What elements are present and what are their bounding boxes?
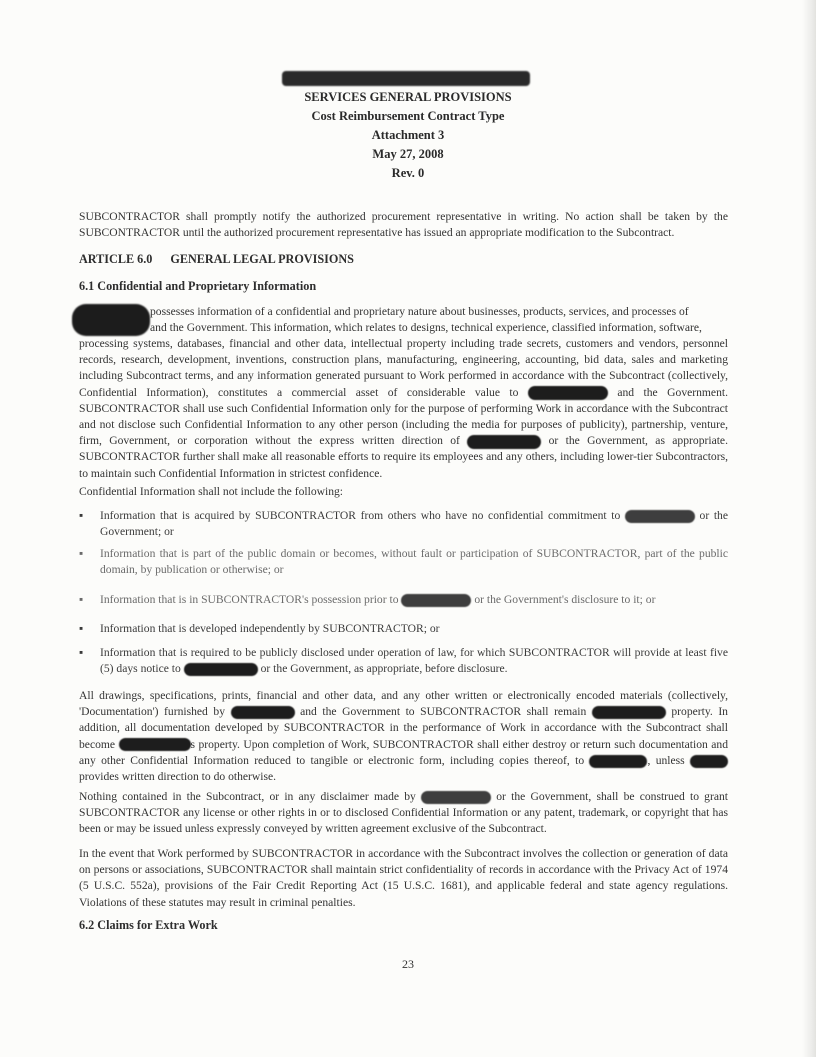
privacy-paragraph: In the event that Work performed by SUBCONTRACTOR in accordance with the Subcontract involves the collection or generation of data on persons or associations, SUBCONTRACTOR shall maintain strict confidentiality of records in accordance with the Privacy Act of 1974 (5 U.S.C. 552a), provisions of the Fair Credit Reporting Act (15 U.S.C. 1681), and applicable federal and state agency regulations. Violations of these statutes may result in criminal penalties. <box>79 847 728 909</box>
redaction-block <box>72 304 150 336</box>
header-redaction <box>282 71 530 86</box>
paragraph-text: property. In addition, all documentation developed by SUBCONTRACTOR in the performance of Work in accordance with the Subcontract shall become <box>79 705 728 751</box>
redaction-block <box>231 706 295 719</box>
bullet-icon: ▪ <box>79 593 84 606</box>
redaction-block <box>589 755 647 768</box>
header-attachment: Attachment 3 <box>371 128 445 142</box>
bullet-icon: ▪ <box>79 509 84 522</box>
paragraph-text: and the Government. SUBCONTRACTOR shall use such Confidential Information only for the purpose of performing Work in accordance with the Subcontract and not disclose such Confidential Information to any other person (including the media for purposes of publicity), partnership, venture, firm, Government, or corporation without the express written direction of <box>79 385 728 448</box>
list-item <box>79 645 728 677</box>
paragraph-text: All drawings, specifications, prints, financial and other data, and any other written or electronically encoded materials (collectively, 'Documentation') furnished by <box>79 689 728 719</box>
header-subtitle: Cost Reimbursement Contract Type <box>311 109 505 123</box>
list-item-text: or the Government, as appropriate, before disclosure. <box>260 662 508 676</box>
paragraph-text: provides written direction to do otherwise. <box>79 770 277 784</box>
redaction-block <box>625 510 695 523</box>
paragraph-text: , unless <box>647 753 685 767</box>
list-item-text: or the Government's disclosure to it; or <box>474 593 656 606</box>
redaction-block <box>690 755 728 768</box>
header-revision: Rev. 0 <box>391 166 425 180</box>
disclaimer-paragraph <box>79 789 728 838</box>
list-item-text: Information that is acquired by SUBCONTRACTOR from others who have no confidential commitment to <box>100 509 621 522</box>
bullet-icon: ▪ <box>79 547 84 560</box>
exclusions-intro: Confidential Information shall not include the following: <box>79 485 344 498</box>
redaction-block <box>184 663 258 676</box>
document-header <box>0 88 816 183</box>
page-number: 23 <box>402 957 414 971</box>
confidential-paragraph <box>79 336 728 482</box>
paragraph-text: processing systems, databases, financial and other data, intellectual property including trade secrets, customers and vendors, personnel records, research, development, inventions, construction plans, manufacturing, engineering, accounting, bid data, sales and marketing including Subcontract terms, and any information generated pursuant to Work performed in accordance with the Subcontract (collectively, Confidential Information), constitutes a commercial asset of considerable value to <box>79 337 728 399</box>
redaction-block <box>119 738 191 751</box>
paragraph-text: or the Government, shall be construed to grant SUBCONTRACTOR any license or other rights in or to disclosed Confidential Information or any patent, trademark, or copyright that has been or may be issued unless expressly conveyed by written agreement exclusive of the Subcontract. <box>79 790 729 836</box>
paragraph-text: s property. Upon completion of Work, SUBCONTRACTOR shall either destroy or return such documentation and any other Confidential Information reduced to tangible or electronic form, including copies thereof, to <box>79 737 728 767</box>
paragraph-line <box>150 304 728 336</box>
bullet-icon: ▪ <box>79 622 84 635</box>
header-date: May 27, 2008 <box>372 147 444 161</box>
article-title: GENERAL LEGAL PROVISIONS <box>170 252 354 266</box>
list-item <box>79 621 728 637</box>
redaction-block <box>421 791 491 804</box>
list-item-text: Information that is developed independently by SUBCONTRACTOR; or <box>100 622 440 635</box>
list-item-text: or the Government; or <box>100 509 728 539</box>
list-item <box>79 508 728 540</box>
redaction-block <box>467 435 541 449</box>
paragraph-line-2: and the Government. This information, which relates to designs, technical experience, classified information, software, <box>150 321 702 335</box>
header-title: SERVICES GENERAL PROVISIONS <box>304 90 512 104</box>
section-6-1-heading: 6.1 Confidential and Proprietary Information <box>79 279 317 293</box>
article-heading <box>79 252 354 267</box>
list-item <box>79 592 728 608</box>
documentation-paragraph <box>79 688 728 785</box>
paragraph-text: Nothing contained in the Subcontract, or in any disclaimer made by <box>79 790 416 803</box>
list-item <box>79 546 728 578</box>
intro-paragraph: SUBCONTRACTOR shall promptly notify the authorized procurement representative in writing. No action shall be taken by the SUBCONTRACTOR until the authorized procurement representative has issued an appropriate modification to the Subcontract. <box>79 210 728 240</box>
article-number: ARTICLE 6.0 <box>79 252 153 266</box>
paragraph-line-1: possesses information of a confidential and proprietary nature about businesses, products, services, and processes of <box>150 305 689 318</box>
section-6-2-heading: 6.2 Claims for Extra Work <box>79 918 218 932</box>
redaction-block <box>528 386 608 400</box>
bullet-icon: ▪ <box>79 646 84 659</box>
redaction-block <box>401 594 471 607</box>
list-item-text: Information that is part of the public domain or becomes, without fault or participation of SUBCONTRACTOR, part of the public domain, by publication or otherwise; or <box>100 547 728 577</box>
paragraph-text: or the Government, as appropriate. SUBCONTRACTOR further shall make all reasonable efforts to require its employees and any others, including lower-tier Subcontractors, to maintain such Confidential Information in strictest confidence. <box>79 434 728 480</box>
list-item-text: Information that is required to be publicly disclosed under operation of law, for which SUBCONTRACTOR will provide at least five (5) days notice to <box>100 646 728 676</box>
paragraph-text: and the Government to SUBCONTRACTOR shall remain <box>300 705 587 719</box>
redaction-block <box>592 706 666 719</box>
list-item-text: Information that is in SUBCONTRACTOR's possession prior to <box>100 593 399 606</box>
